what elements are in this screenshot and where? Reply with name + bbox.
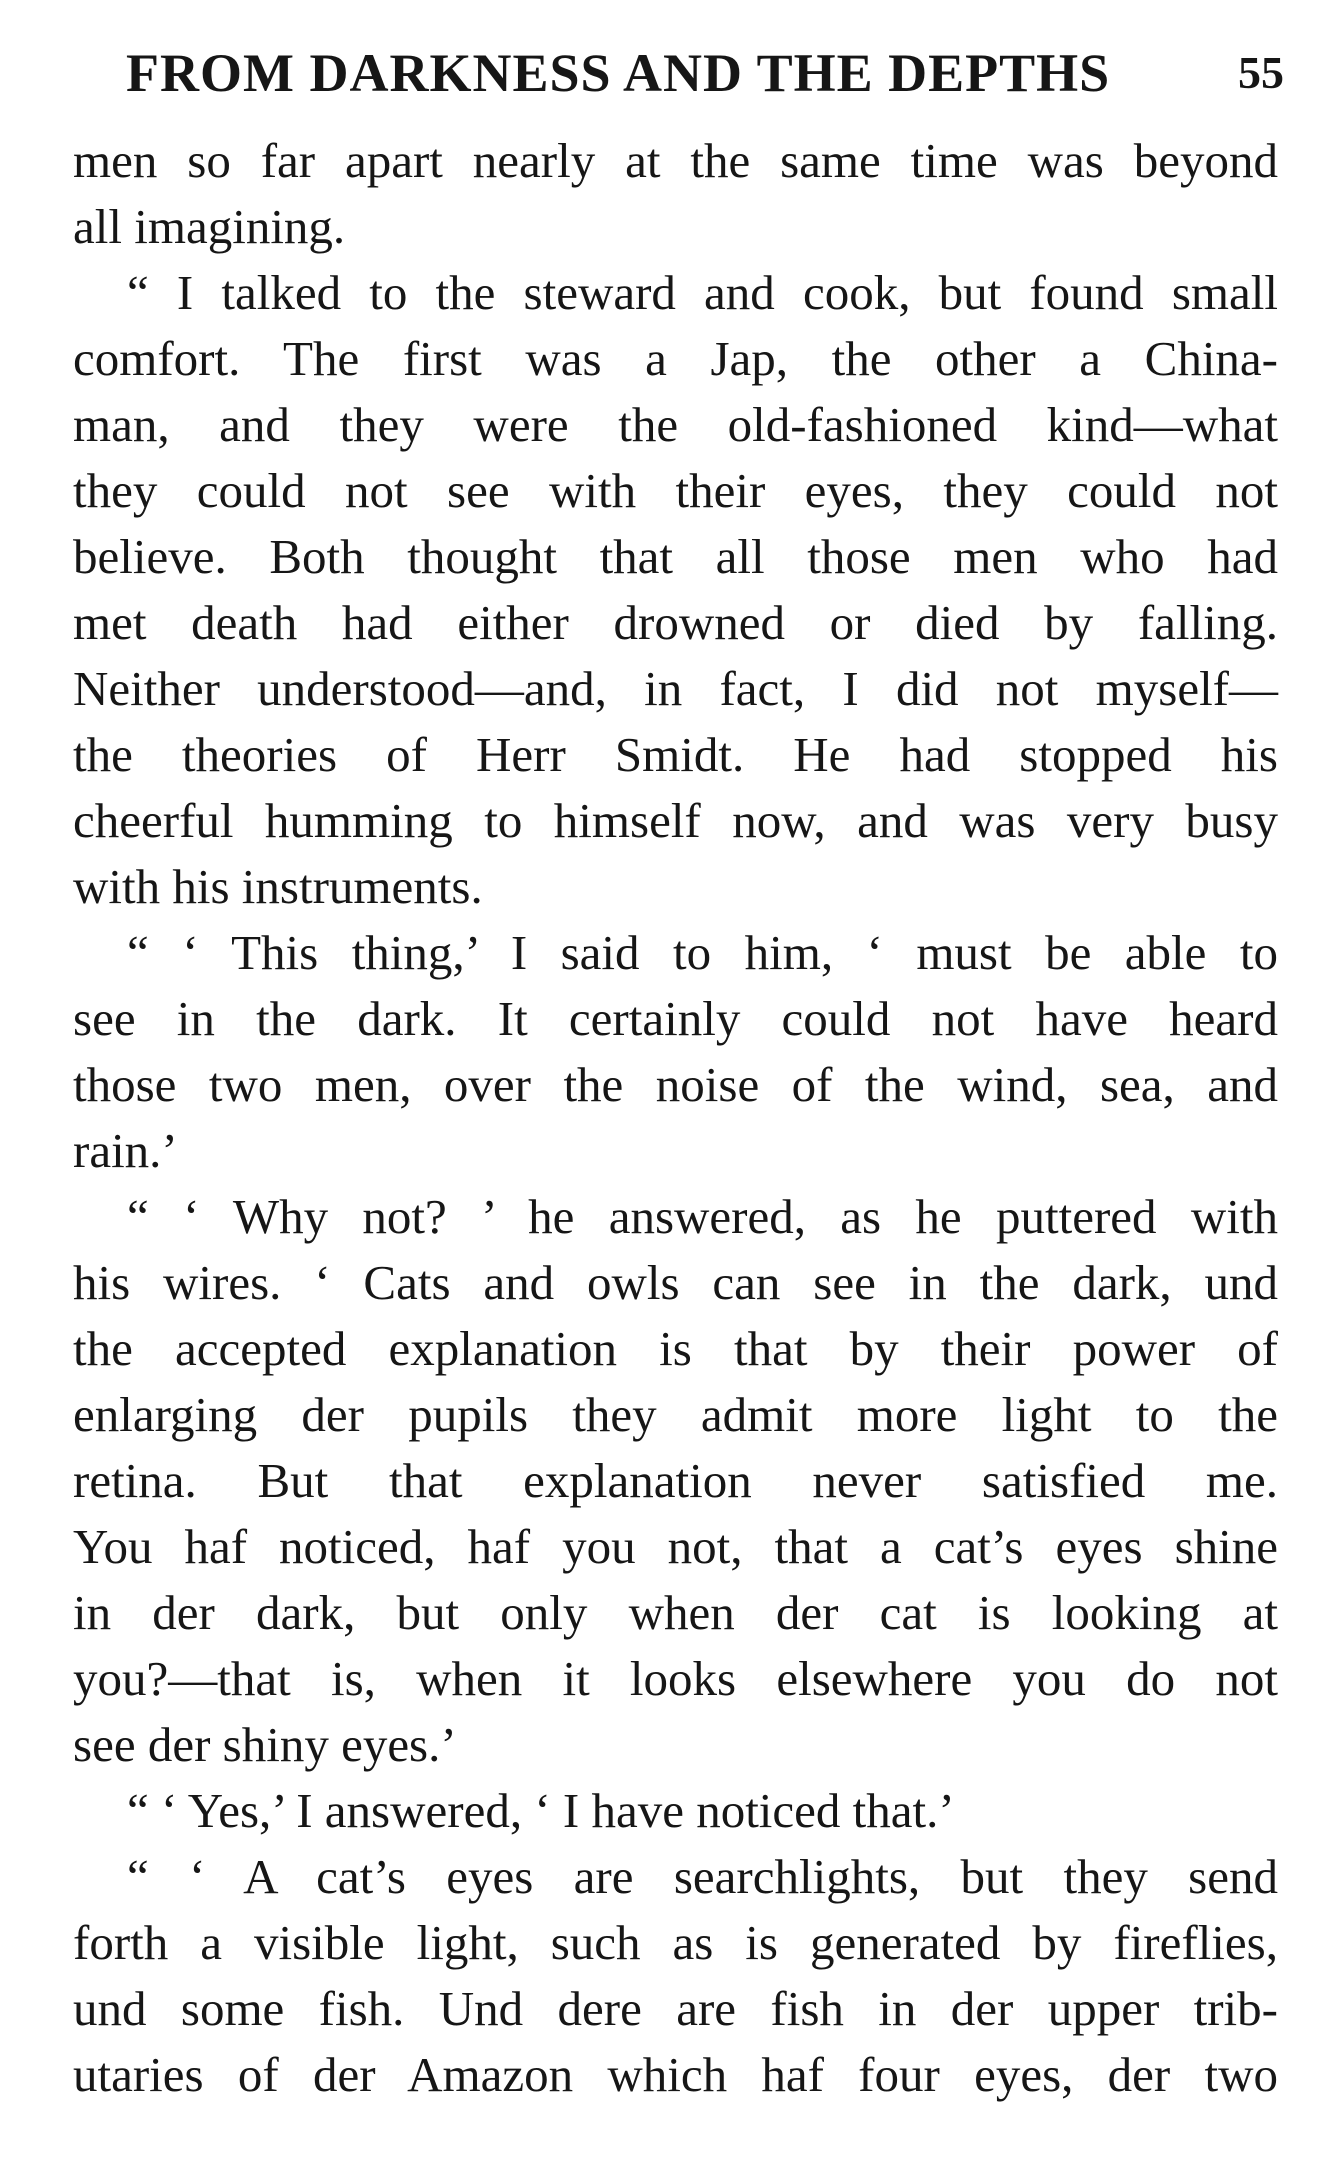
text-line: the accepted explanation is that by their power of [73, 1321, 1278, 1376]
text-line: his wires. ‘ Cats and owls can see in the dark, und [73, 1255, 1278, 1310]
text-line: enlarging der pupils they admit more light to the [73, 1387, 1278, 1442]
text-line: “ ‘ Why not? ’ he answered, as he puttered with [127, 1189, 1278, 1244]
running-head [0, 38, 1336, 108]
text-line: cheerful humming to himself now, and was very busy [73, 793, 1278, 848]
text-line: met death had either drowned or died by falling. [73, 595, 1278, 650]
text-line: those two men, over the noise of the wind, sea, and [73, 1057, 1278, 1112]
text-line: “ ‘ Yes,’ I answered, ‘ I have noticed that.’ [127, 1783, 955, 1838]
body-text [73, 128, 1278, 2168]
text-line: forth a visible light, such as is generated by fireflies, [73, 1915, 1278, 1970]
text-line: utaries of der Amazon which haf four eyes, der two [73, 2047, 1278, 2102]
text-line: retina. But that explanation never satisfied me. [73, 1453, 1278, 1508]
running-title: FROM DARKNESS AND THE DEPTHS [126, 43, 1111, 103]
text-line: man, and they were the old-fashioned kind—what [73, 397, 1278, 452]
text-line: with his instruments. [73, 859, 483, 914]
text-line: rain.’ [73, 1123, 178, 1178]
text-line: see der shiny eyes.’ [73, 1717, 457, 1772]
text-line: und some fish. Und dere are fish in der upper trib- [73, 1981, 1278, 2036]
text-line: comfort. The first was a Jap, the other a China- [73, 331, 1278, 386]
text-line: men so far apart nearly at the same time was beyond [73, 133, 1278, 188]
text-line: all imagining. [73, 199, 346, 254]
text-line: Neither understood—and, in fact, I did not myself— [73, 661, 1278, 716]
text-line: believe. Both thought that all those men who had [73, 529, 1278, 584]
text-line: they could not see with their eyes, they could not [73, 463, 1278, 518]
text-line: the theories of Herr Smidt. He had stopped his [73, 727, 1278, 782]
text-line: “ ‘ A cat’s eyes are searchlights, but they send [127, 1849, 1278, 1904]
text-line: you?—that is, when it looks elsewhere you do not [73, 1651, 1278, 1706]
text-line: in der dark, but only when der cat is looking at [73, 1585, 1278, 1640]
page-number: 55 [1238, 47, 1284, 98]
text-line: You haf noticed, haf you not, that a cat’s eyes shine [73, 1519, 1278, 1574]
text-line: “ I talked to the steward and cook, but found small [127, 265, 1278, 320]
text-line: “ ‘ This thing,’ I said to him, ‘ must be able to [127, 925, 1278, 980]
text-line: see in the dark. It certainly could not have heard [73, 991, 1278, 1046]
